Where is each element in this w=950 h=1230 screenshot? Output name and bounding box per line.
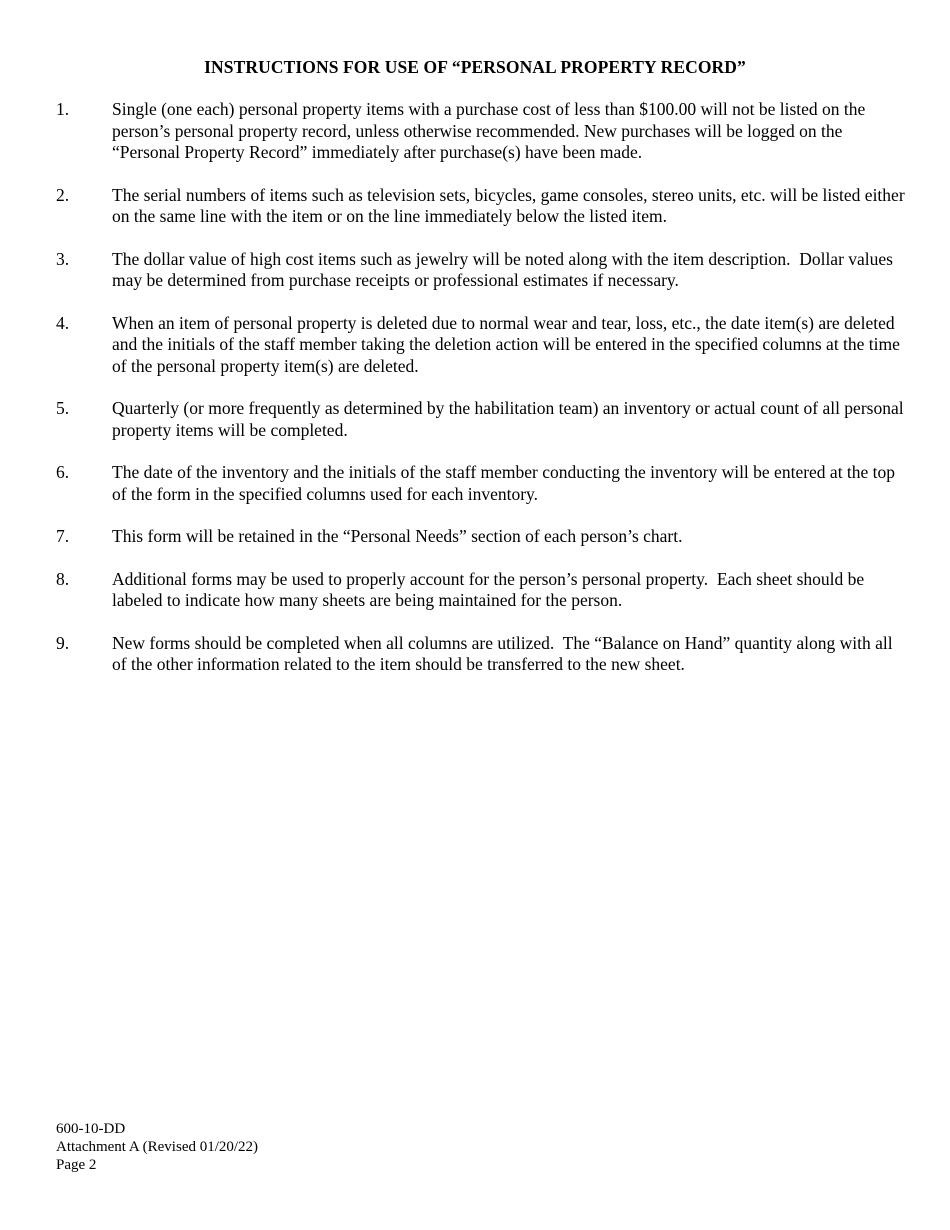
item-number: 7.: [56, 526, 70, 546]
item-number: 6.: [56, 462, 70, 482]
item-text: The date of the inventory and the initials of the staff member conducting the inventory will be entered at the top of the form in the specified columns used for each inventory.: [112, 462, 900, 504]
item-text: Additional forms may be used to properly account for the person’s personal property. Each sheet should be labeled to indicate how many sheets are being maintained for the person.: [112, 568, 869, 610]
item-number: 5.: [56, 398, 70, 418]
item-number: 4.: [56, 312, 70, 333]
instructions-list: [56, 99, 910, 697]
page-footer: [56, 1120, 258, 1174]
list-item: [56, 462, 906, 505]
list-item: [56, 633, 906, 676]
list-item: [56, 249, 906, 292]
item-number: 9.: [56, 632, 70, 653]
page-number: Page 2: [56, 1157, 97, 1173]
list-item: [56, 569, 906, 612]
attachment-label: Attachment A (Revised 01/20/22): [56, 1139, 259, 1155]
item-text: The dollar value of high cost items such as jewelry will be noted along with the item description. Dollar values may be determined from purchase receipts or professional estimates if necessary.: [112, 248, 898, 290]
item-number: 8.: [56, 568, 70, 589]
list-item: [56, 398, 906, 441]
item-number: 3.: [56, 248, 70, 269]
list-item: [56, 313, 906, 378]
list-item: [56, 99, 906, 164]
item-number: 2.: [56, 184, 70, 205]
list-item: [56, 526, 906, 548]
item-text: The serial numbers of items such as television sets, bicycles, game consoles, stereo units, etc. will be listed either on the same line with the item or on the line immediately below the listed item.: [112, 184, 910, 226]
item-text: When an item of personal property is deleted due to normal wear and tear, loss, etc., the date item(s) are deleted and the initials of the staff member taking the deletion action will be entered in the specified columns at the time of the personal property item(s) are deleted.: [112, 312, 905, 376]
list-item: [56, 184, 910, 228]
document-id: 600-10-DD: [56, 1121, 126, 1137]
item-text: Quarterly (or more frequently as determined by the habilitation team) an inventory or actual count of all personal property items will be completed.: [112, 398, 908, 440]
item-text: New forms should be completed when all columns are utilized. The “Balance on Hand” quantity along with all of the other information related to the item should be transferred to the new sheet.: [112, 632, 898, 674]
page-title: INSTRUCTIONS FOR USE OF “PERSONAL PROPERTY RECORD”: [204, 57, 746, 77]
item-number: 1.: [56, 99, 70, 119]
item-text: Single (one each) personal property items with a purchase cost of less than $100.00 will not be listed on the person’s personal property record, unless otherwise recommended. New purchases will be logged on the “Personal Property Record” immediately after purchase(s) have been made.: [112, 99, 870, 162]
item-text: This form will be retained in the “Personal Needs” section of each person’s chart.: [112, 526, 683, 546]
